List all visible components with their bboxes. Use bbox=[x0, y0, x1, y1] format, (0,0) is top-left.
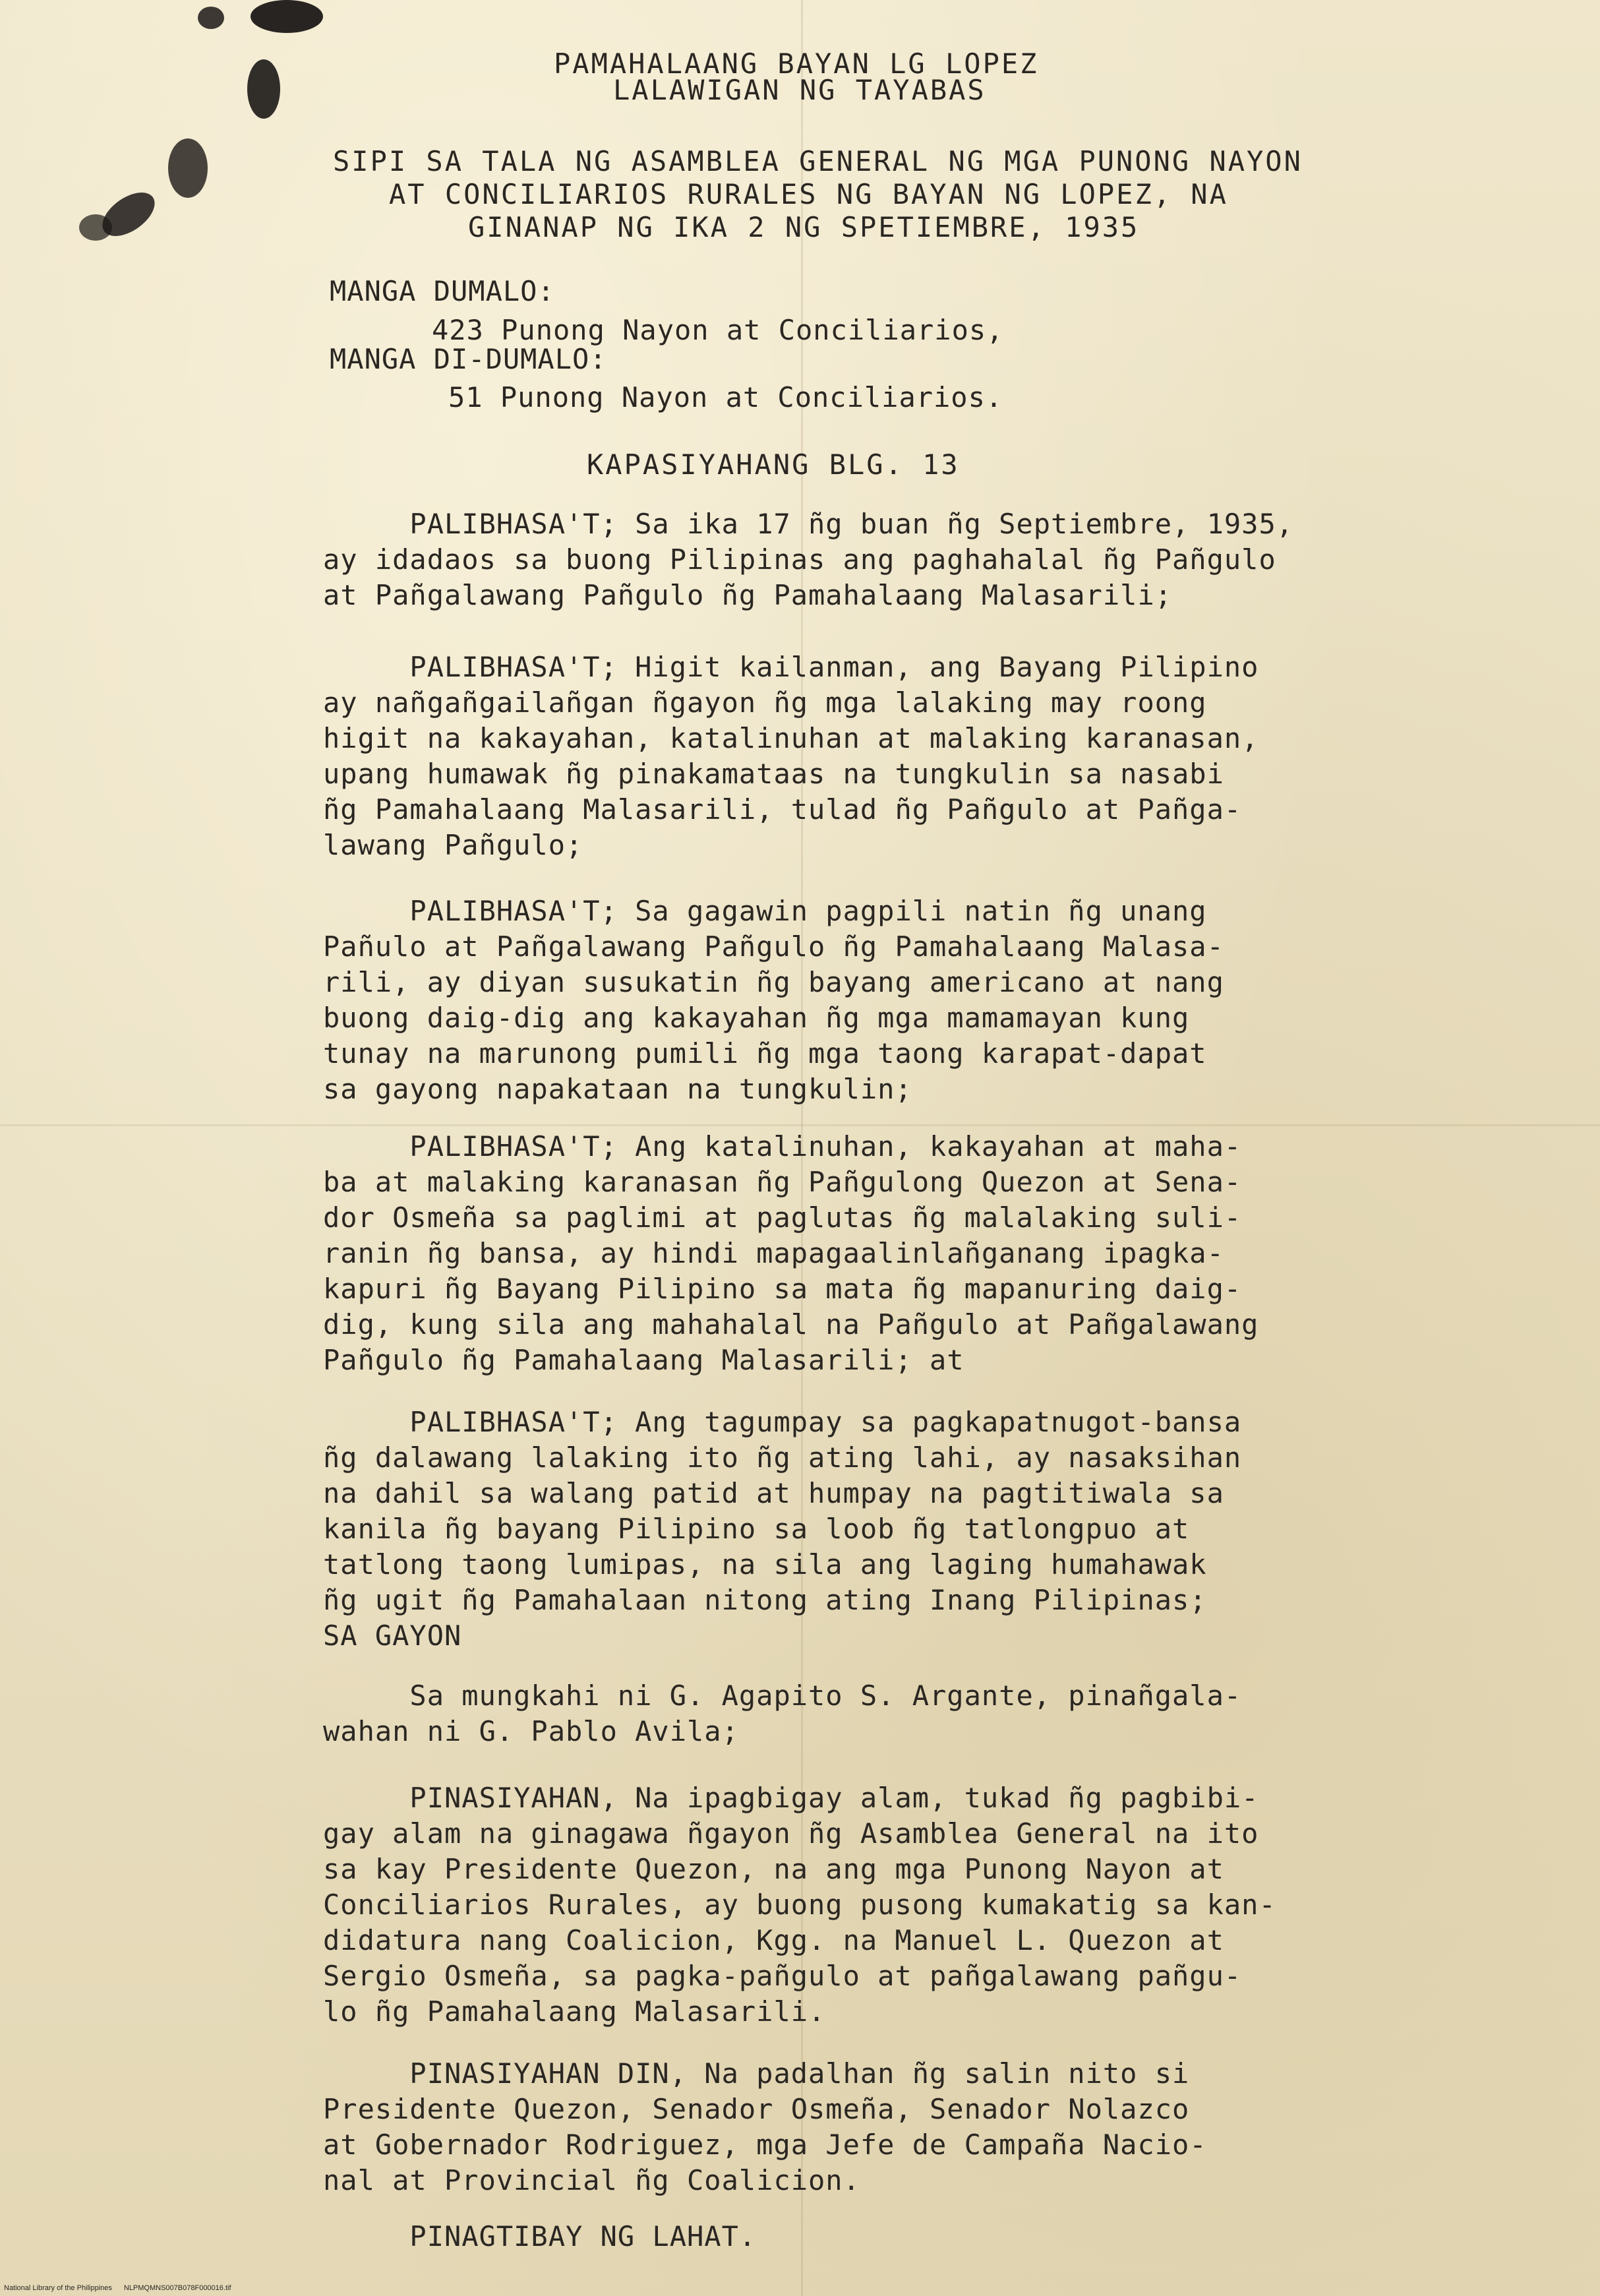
whereas-paragraph-2: PALIBHASA'T; Higit kailanman, ang Bayang Pilipino ay nañgañgailañgan ñgayon ñg mga lalaking may roong higit na kakayahan, katalinuhan at malaking karanasan, upang humawak ñg pinakamataas na tungkulin sa nasabi ñg Pamahalaang Malasarili, tulad ñg Pañgulo at Pañga- lawang Pañgulo; bbox=[323, 651, 1259, 861]
library-name: National Library of the Philippines bbox=[4, 2284, 112, 2292]
whereas-paragraph-1: PALIBHASA'T; Sa ika 17 ñg buan ñg Septiembre, 1935, ay idadaos sa buong Pilipinas ang paghahalal ñg Pañgulo at Pañgalawang Pañgulo ñg Pamahalaang Malasarili; bbox=[323, 508, 1294, 611]
municipality-header: PAMAHALAANG BAYAN LG LOPEZ bbox=[554, 47, 1039, 80]
archive-footer bbox=[4, 2284, 243, 2292]
file-id: NLPMQMNS007B078F000016.tif bbox=[123, 2284, 231, 2292]
absent-label: MANGA DI-DUMALO: bbox=[330, 343, 607, 375]
resolution-number: KAPASIYAHANG BLG. 13 bbox=[587, 448, 960, 481]
province-header: LALAWIGAN NG TAYABAS bbox=[613, 74, 986, 106]
resolved-paragraph: PINASIYAHAN, Na ipagbigay alam, tukad ñg pagbibi- gay alam na ginagawa ñgayon ñg Asamblea General na ito sa kay Presidente Quezon, na ang mga Punong Nayon at Conciliarios Rurales, ay buong pusong kumakatig sa kan- didatura nang Coalicion, Kgg. na Manuel L. Quezon at Sergio Osmeña, sa pagka-pañgulo at pañgalawang pañgu- lo ñg Pamahalaang Malasarili. bbox=[323, 1782, 1276, 2028]
present-label: MANGA DUMALO: bbox=[330, 275, 555, 307]
present-count: 423 Punong Nayon at Conciliarios, bbox=[432, 314, 1004, 346]
whereas-paragraph-5: PALIBHASA'T; Ang tagumpay sa pagkapatnugot-bansa ñg dalawang lalaking ito ñg ating lahi, ay nasaksihan na dahil sa walang patid at humpay na pagtitiwala sa kanila ñg bayang Pilipino sa loob ñg tatlongpuo at tatlong taong lumipas, na sila ang laging humahawak ñg ugit ñg Pamahalaan nitong ating Inang Pilipinas; SA GAYON bbox=[323, 1406, 1242, 1652]
approval-line: PINAGTIBAY NG LAHAT. bbox=[323, 2220, 757, 2252]
absent-count: 51 Punong Nayon at Conciliarios. bbox=[448, 381, 1003, 413]
motion-paragraph: Sa mungkahi ni G. Agapito S. Argante, pinañgala- wahan ni G. Pablo Avila; bbox=[323, 1679, 1242, 1747]
document-title-line-3: GINANAP NG IKA 2 NG SPETIEMBRE, 1935 bbox=[468, 211, 1140, 243]
fold-crease-horizontal bbox=[0, 1124, 1600, 1126]
resolved-further-paragraph: PINASIYAHAN DIN, Na padalhan ñg salin nito si Presidente Quezon, Senador Osmeña, Senador Nolazco at Gobernador Rodriguez, mga Jefe de Campaña Nacio- nal at Provincial ñg Coalicion. bbox=[323, 2057, 1207, 2196]
document-title-line-2: AT CONCILIARIOS RURALES NG BAYAN NG LOPEZ, NA bbox=[389, 178, 1228, 210]
whereas-paragraph-4: PALIBHASA'T; Ang katalinuhan, kakayahan at maha- ba at malaking karanasan ñg Pañgulong Quezon at Sena- dor Osmeña sa paglimi at paglutas ñg malalaking suli- ranin ñg bansa, ay hindi mapagaalinlañganang ipagka- kapuri ñg Bayang Pilipino sa mata ñg mapanuring daig- dig, kung sila ang mahahalal na Pañgulo at Pañgalawang Pañgulo ñg Pamahalaang Malasarili; at bbox=[323, 1130, 1259, 1376]
document-title-line-1: SIPI SA TALA NG ASAMBLEA GENERAL NG MGA PUNONG NAYON bbox=[333, 145, 1303, 177]
whereas-paragraph-3: PALIBHASA'T; Sa gagawin pagpili natin ñg unang Pañulo at Pañgalawang Pañgulo ñg Pamahalaang Malasa- rili, ay diyan susukatin ñg bayang americano at nang buong daig-dig ang kakayahan ñg mga mamamayan kung tunay na marunong pumili ñg mga taong karapat-dapat sa gayong napakataan na tungkulin; bbox=[323, 895, 1224, 1105]
